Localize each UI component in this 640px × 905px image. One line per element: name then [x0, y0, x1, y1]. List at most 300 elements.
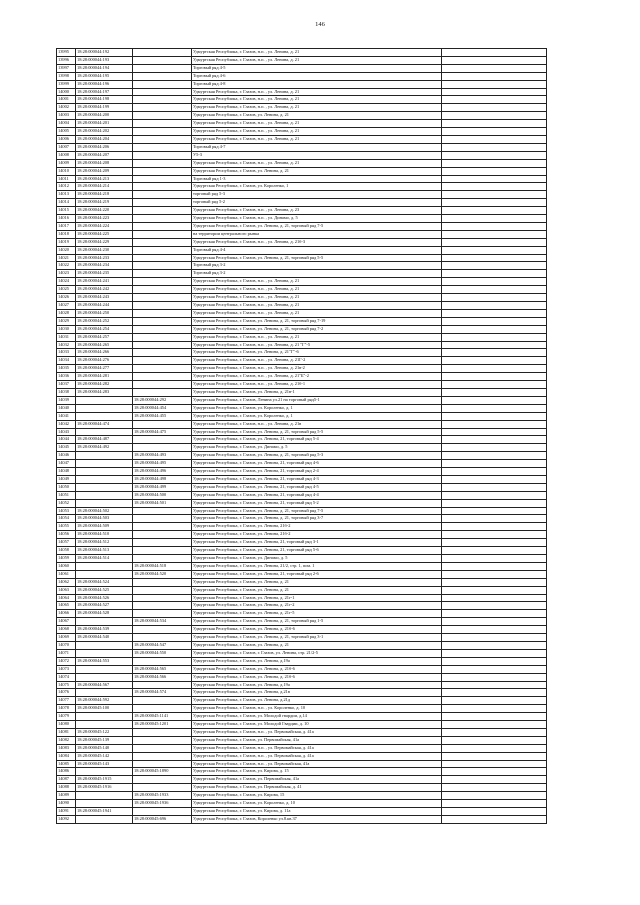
table-row: [57, 230, 547, 238]
address: Удмуртская Республика, г. Глазов, ул. Ленина, д. 21г-1: [192, 594, 442, 602]
row-number: 14069: [57, 634, 76, 642]
row-number: 14072: [57, 657, 76, 665]
extra: [442, 649, 547, 657]
extra: [442, 483, 547, 491]
table-row: [57, 531, 547, 539]
table-row: [57, 49, 547, 57]
address: Торговый ряд 3-2: [192, 262, 442, 270]
table-row: [57, 626, 547, 634]
table-row: [57, 744, 547, 752]
extra: [442, 539, 547, 547]
extra: [442, 357, 547, 365]
row-number: 13999: [57, 80, 76, 88]
cadastral-number-primary: 18:28:000044:242: [76, 286, 133, 294]
row-number: 14079: [57, 713, 76, 721]
extra: [442, 428, 547, 436]
extra: [442, 555, 547, 563]
extra: [442, 325, 547, 333]
table-row: [57, 483, 547, 491]
table-row: [57, 373, 547, 381]
row-number: 14019: [57, 238, 76, 246]
cadastral-number-primary: 18:28:000044:509: [76, 523, 133, 531]
cadastral-number-primary: 18:28:000044:265: [76, 341, 133, 349]
row-number: 14036: [57, 373, 76, 381]
extra: [442, 183, 547, 191]
address: Удмуртская Республика, г. Глазов, н.п. , ул. Ленина, д. 21: [192, 49, 442, 57]
cadastral-number-primary: 18:28:000044:223: [76, 215, 133, 223]
extra: [442, 207, 547, 215]
cadastral-number-primary: [76, 815, 133, 823]
table-row: [57, 341, 547, 349]
cadastral-number-primary: 18:28:000044:567: [76, 681, 133, 689]
cadastral-number-primary: 18:28:000044:196: [76, 80, 133, 88]
table-row: [57, 713, 547, 721]
cadastral-number-secondary: [133, 657, 192, 665]
register-body: [57, 49, 547, 824]
cadastral-number-secondary: 18:28:000044:455: [133, 412, 192, 420]
cadastral-number-primary: 18:28:000044:277: [76, 365, 133, 373]
extra: [442, 230, 547, 238]
row-number: 14032: [57, 341, 76, 349]
extra: [442, 602, 547, 610]
extra: [442, 665, 547, 673]
extra: [442, 578, 547, 586]
row-number: 14053: [57, 507, 76, 515]
cadastral-number-secondary: [133, 120, 192, 128]
extra: [442, 96, 547, 104]
table-row: [57, 721, 547, 729]
cadastral-number-primary: 18:28:000044:492: [76, 444, 133, 452]
extra: [442, 412, 547, 420]
cadastral-number-primary: 18:28:000044:201: [76, 120, 133, 128]
table-row: [57, 388, 547, 396]
cadastral-number-primary: 18:28:000044:250: [76, 309, 133, 317]
cadastral-number-primary: [76, 570, 133, 578]
cadastral-number-primary: [76, 768, 133, 776]
row-number: 14037: [57, 381, 76, 389]
address: Торговый ряд 3-2: [192, 270, 442, 278]
extra: [442, 523, 547, 531]
cadastral-number-primary: 18:28:000044:503: [76, 515, 133, 523]
address: Удмуртская Республика, г. Глазов, ул. Первомайская, 41а: [192, 776, 442, 784]
address: торговый ряд 5-2: [192, 199, 442, 207]
extra: [442, 705, 547, 713]
cadastral-number-primary: 18:28:000045:1916: [76, 784, 133, 792]
cadastral-number-secondary: [133, 705, 192, 713]
cadastral-number-secondary: [133, 135, 192, 143]
cadastral-number-primary: 18:28:000045:142: [76, 752, 133, 760]
cadastral-number-secondary: [133, 808, 192, 816]
table-row: [57, 317, 547, 325]
cadastral-number-primary: 18:28:000044:502: [76, 507, 133, 515]
cadastral-number-secondary: [133, 357, 192, 365]
extra: [442, 618, 547, 626]
cadastral-number-primary: 18:28:000045:1915: [76, 776, 133, 784]
extra: [442, 215, 547, 223]
extra: [442, 697, 547, 705]
row-number: 14023: [57, 270, 76, 278]
cadastral-number-secondary: 18:28:000044:475: [133, 428, 192, 436]
row-number: 14061: [57, 570, 76, 578]
address: Удмуртская Республика, г. Глазов, ул. Ленина, 21/2, стр. 1, пом. 1: [192, 562, 442, 570]
table-row: [57, 270, 547, 278]
cadastral-number-secondary: 18:28:000044:499: [133, 483, 192, 491]
address: Удмуртская Республика, г. Глазов, ул. Ленина, 21б-2: [192, 523, 442, 531]
extra: [442, 641, 547, 649]
cadastral-number-secondary: [133, 302, 192, 310]
cadastral-number-primary: 18:28:000044:204: [76, 135, 133, 143]
table-row: [57, 199, 547, 207]
row-number: 14089: [57, 792, 76, 800]
extra: [442, 333, 547, 341]
table-row: [57, 215, 547, 223]
extra: [442, 420, 547, 428]
table-row: [57, 420, 547, 428]
table-row: [57, 222, 547, 230]
table-row: [57, 752, 547, 760]
extra: [442, 460, 547, 468]
table-row: [57, 736, 547, 744]
cadastral-number-secondary: [133, 420, 192, 428]
cadastral-number-primary: 18:28:000044:513: [76, 547, 133, 555]
extra: [442, 294, 547, 302]
cadastral-number-primary: 18:28:000044:252: [76, 317, 133, 325]
table-row: [57, 499, 547, 507]
cadastral-number-primary: 18:28:000044:525: [76, 586, 133, 594]
address: Удмуртская Республика, г. Глазов, н.п. , ул. Короленко, д. 10: [192, 705, 442, 713]
address: Удмуртская Республика, г. Глазов, ул. Ленина, 21, торговый ряд 5-2: [192, 499, 442, 507]
cadastral-number-secondary: 18:28:000044:454: [133, 404, 192, 412]
row-number: 14065: [57, 602, 76, 610]
extra: [442, 808, 547, 816]
table-row: [57, 641, 547, 649]
table-row: [57, 302, 547, 310]
extra: [442, 713, 547, 721]
cadastral-number-primary: [76, 713, 133, 721]
table-row: [57, 64, 547, 72]
cadastral-number-secondary: 18:28:000044:292: [133, 396, 192, 404]
row-number: 14057: [57, 539, 76, 547]
row-number: 14064: [57, 594, 76, 602]
cadastral-number-secondary: [133, 80, 192, 88]
extra: [442, 610, 547, 618]
cadastral-number-primary: [76, 665, 133, 673]
cadastral-number-secondary: 18:28:000045:1890: [133, 768, 192, 776]
cadastral-number-secondary: [133, 72, 192, 80]
address: Удмуртская Республика, г. Глазов, ул. Ленина, д. 21г-5: [192, 610, 442, 618]
cadastral-number-secondary: [133, 151, 192, 159]
row-number: 14085: [57, 760, 76, 768]
table-row: [57, 238, 547, 246]
address: Удмуртская Республика, г. Глазов, ул. Ленина, 21, торговый ряд 5-4: [192, 436, 442, 444]
row-number: 14056: [57, 531, 76, 539]
address: Удмуртская Республика, г. Глазов, ул. Ленина, д. 21: [192, 578, 442, 586]
address: Удмуртская Республика, г. Глазов, ул. Ленина, д. 21: [192, 641, 442, 649]
address: Удмуртская Республика, г. Глазов, ул. Ленина, 21, торговый ряд 4-4: [192, 491, 442, 499]
cadastral-number-primary: [76, 673, 133, 681]
extra: [442, 689, 547, 697]
cadastral-number-secondary: [133, 365, 192, 373]
cadastral-number-secondary: [133, 143, 192, 151]
address: Удмуртская Республика, г. Глазов, н.п. , ул. Ленина, д. 21: [192, 104, 442, 112]
extra: [442, 104, 547, 112]
row-number: 14092: [57, 815, 76, 823]
row-number: 14004: [57, 120, 76, 128]
table-row: [57, 80, 547, 88]
cadastral-number-secondary: [133, 341, 192, 349]
cadastral-number-primary: 18:28:000044:234: [76, 262, 133, 270]
cadastral-number-primary: 18:28:000044:233: [76, 254, 133, 262]
row-number: 14002: [57, 104, 76, 112]
table-row: [57, 167, 547, 175]
cadastral-number-secondary: [133, 626, 192, 634]
cadastral-number-primary: 18:28:000044:195: [76, 72, 133, 80]
table-row: [57, 665, 547, 673]
table-row: [57, 523, 547, 531]
extra: [442, 673, 547, 681]
cadastral-number-secondary: [133, 175, 192, 183]
extra: [442, 254, 547, 262]
extra: [442, 792, 547, 800]
table-row: [57, 468, 547, 476]
extra: [442, 744, 547, 752]
row-number: 14051: [57, 491, 76, 499]
cadastral-number-secondary: [133, 128, 192, 136]
cadastral-number-primary: [76, 468, 133, 476]
cadastral-number-primary: 18:28:000044:539: [76, 626, 133, 634]
cadastral-number-primary: 18:28:000044:220: [76, 207, 133, 215]
extra: [442, 499, 547, 507]
extra: [442, 49, 547, 57]
cadastral-number-secondary: 18:28:000045:1141: [133, 713, 192, 721]
row-number: 14027: [57, 302, 76, 310]
address: Удмуртская Республика, г. Глазов, ул. Первомайская, 41а: [192, 736, 442, 744]
cadastral-number-primary: 18:28:000044:198: [76, 96, 133, 104]
cadastral-number-primary: 18:28:000045:143: [76, 760, 133, 768]
address: Удмуртская Республика, г. Глазов, ул. Ленина, д. 21: [192, 112, 442, 120]
row-number: 14060: [57, 562, 76, 570]
table-row: [57, 428, 547, 436]
row-number: 14024: [57, 278, 76, 286]
register-table: [56, 48, 547, 824]
cadastral-number-secondary: 18:28:000045:696: [133, 815, 192, 823]
row-number: 14068: [57, 626, 76, 634]
address: Удмуртская Республика, г. Глазов, ул. Ленина, д. 21, торговый ряд 5-5: [192, 254, 442, 262]
address: Удмуртская Республика, г. Глазов, н.п. , ул. Первомайская, д. 41а: [192, 752, 442, 760]
address: Удмуртская Республика, г. Глазов, ул. Короленко, д. 10: [192, 800, 442, 808]
extra: [442, 309, 547, 317]
row-number: 14022: [57, 262, 76, 270]
table-row: [57, 657, 547, 665]
row-number: 14029: [57, 317, 76, 325]
row-number: 14043: [57, 428, 76, 436]
extra: [442, 222, 547, 230]
cadastral-number-secondary: [133, 681, 192, 689]
cadastral-number-primary: 18:28:000044:540: [76, 634, 133, 642]
extra: [442, 752, 547, 760]
address: Удмуртская Республика, г. Глазов, ул. Ленина, д. 21в-1: [192, 388, 442, 396]
table-row: [57, 634, 547, 642]
cadastral-number-primary: 18:28:000044:527: [76, 602, 133, 610]
cadastral-number-primary: 18:28:000044:218: [76, 191, 133, 199]
address: Удмуртская Республика, г. Глазов, ул. Первомайская, д. 41: [192, 784, 442, 792]
cadastral-number-secondary: [133, 112, 192, 120]
cadastral-number-primary: 18:28:000045:122: [76, 728, 133, 736]
row-number: 14020: [57, 246, 76, 254]
cadastral-number-secondary: [133, 728, 192, 736]
address: Удмуртская Республика, г. Глазов, ул. Короленко, 1: [192, 183, 442, 191]
address: Удмуртская Республика, г. Глазов, н.п. , ул. Ленина, д. 21: [192, 333, 442, 341]
address: Удмуртская Республика, г. Глазов, н.п. , ул. Ленина, д. 21: [192, 286, 442, 294]
cadastral-number-primary: 18:28:000044:200: [76, 112, 133, 120]
table-row: [57, 159, 547, 167]
address: Удмуртская Республика, г. Глазов, ул. Ленина, д. 21, торговый ряд 5-3: [192, 452, 442, 460]
extra: [442, 626, 547, 634]
row-number: 14006: [57, 135, 76, 143]
address: Удмуртская Республика, г. Глазов, н.п. , ул. Динамо, д. 5: [192, 215, 442, 223]
row-number: 14045: [57, 444, 76, 452]
row-number: 14071: [57, 649, 76, 657]
cadastral-number-secondary: [133, 88, 192, 96]
cadastral-number-primary: [76, 460, 133, 468]
row-number: 14074: [57, 673, 76, 681]
table-row: [57, 151, 547, 159]
row-number: 14003: [57, 112, 76, 120]
table-row: [57, 349, 547, 357]
row-number: 14067: [57, 618, 76, 626]
row-number: 14025: [57, 286, 76, 294]
cadastral-number-primary: 18:28:000044:197: [76, 88, 133, 96]
cadastral-number-secondary: [133, 183, 192, 191]
cadastral-number-primary: 18:28:000044:510: [76, 531, 133, 539]
row-number: 14078: [57, 705, 76, 713]
cadastral-number-secondary: [133, 230, 192, 238]
cadastral-number-primary: 18:28:000044:524: [76, 578, 133, 586]
address: Торговый ряд 4-7: [192, 143, 442, 151]
address: Удмуртская Республика, г. Глазов, ул. Молодой гвардии, д.14: [192, 713, 442, 721]
cadastral-number-secondary: 18:28:000044:501: [133, 499, 192, 507]
cadastral-number-secondary: [133, 349, 192, 357]
table-row: [57, 207, 547, 215]
row-number: 14075: [57, 681, 76, 689]
table-row: [57, 460, 547, 468]
extra: [442, 381, 547, 389]
cadastral-number-primary: 18:28:000044:199: [76, 104, 133, 112]
table-row: [57, 539, 547, 547]
extra: [442, 80, 547, 88]
address: Удмуртская Республика, г. Глазов, ул. Ленина, д.19а: [192, 681, 442, 689]
cadastral-number-secondary: [133, 531, 192, 539]
cadastral-number-secondary: 18:28:000045:1201: [133, 721, 192, 729]
table-row: [57, 72, 547, 80]
extra: [442, 246, 547, 254]
row-number: 14054: [57, 515, 76, 523]
extra: [442, 815, 547, 823]
cadastral-number-secondary: [133, 238, 192, 246]
extra: [442, 238, 547, 246]
table-row: [57, 475, 547, 483]
table-row: [57, 294, 547, 302]
row-number: 14016: [57, 215, 76, 223]
cadastral-number-secondary: [133, 64, 192, 72]
address: Удмуртская Республика, г. Глазов, н.п. , ул. Ленина, д. 21в-2: [192, 365, 442, 373]
address: Удмуртская Республика, г. Глазов, н.п. , ул. Ленина, д. 21: [192, 294, 442, 302]
extra: [442, 444, 547, 452]
row-number: 14050: [57, 483, 76, 491]
row-number: 14077: [57, 697, 76, 705]
row-number: 14073: [57, 665, 76, 673]
extra: [442, 562, 547, 570]
row-number: 14026: [57, 294, 76, 302]
extra: [442, 167, 547, 175]
extra: [442, 570, 547, 578]
extra: [442, 404, 547, 412]
table-row: [57, 618, 547, 626]
cadastral-number-primary: 18:28:000044:193: [76, 56, 133, 64]
address: Удмуртская Республика, г. Глазов, ул. Кирова, 15: [192, 792, 442, 800]
cadastral-number-secondary: [133, 270, 192, 278]
address: торговый ряд 5-3: [192, 191, 442, 199]
row-number: 14005: [57, 128, 76, 136]
table-row: [57, 673, 547, 681]
row-number: 14012: [57, 183, 76, 191]
extra: [442, 594, 547, 602]
extra: [442, 72, 547, 80]
cadastral-number-secondary: [133, 286, 192, 294]
row-number: 14035: [57, 365, 76, 373]
table-row: [57, 412, 547, 420]
table-row: [57, 286, 547, 294]
address: Удмуртская Республика, г. Глазов, г. Глазов, ул. Ленина, стр. 21/2-5: [192, 649, 442, 657]
cadastral-number-secondary: 18:28:000044:500: [133, 491, 192, 499]
cadastral-number-primary: 18:28:000044:209: [76, 167, 133, 175]
cadastral-number-secondary: 18:28:000044:547: [133, 641, 192, 649]
extra: [442, 262, 547, 270]
address: Удмуртская Республика, г. Глазов, ул. Ленина, д.19а: [192, 657, 442, 665]
table-row: [57, 396, 547, 404]
table-row: [57, 56, 547, 64]
address: Удмуртская Республика, г. Глазов, н.п. , ул. Ленина, д. 21: [192, 135, 442, 143]
cadastral-number-secondary: [133, 159, 192, 167]
row-number: 13996: [57, 56, 76, 64]
extra: [442, 278, 547, 286]
cadastral-number-secondary: [133, 610, 192, 618]
table-row: [57, 404, 547, 412]
cadastral-number-primary: [76, 396, 133, 404]
cadastral-number-primary: 18:28:000044:207: [76, 151, 133, 159]
table-row: [57, 254, 547, 262]
extra: [442, 128, 547, 136]
cadastral-number-secondary: [133, 278, 192, 286]
address: Удмуртская Республика, г. Глазов, ул. Динамо, д. 5: [192, 444, 442, 452]
table-row: [57, 649, 547, 657]
cadastral-number-primary: [76, 689, 133, 697]
cadastral-number-secondary: [133, 96, 192, 104]
cadastral-number-primary: 18:28:000044:244: [76, 302, 133, 310]
address: Удмуртская Республика, г. Глазов, ул. Ленина, д. 21: [192, 586, 442, 594]
address: Удмуртская Республика, г. Глазов, н.п. , ул. Ленина, д. 21: [192, 88, 442, 96]
address: Удмуртская Республика, г. Глазов, н.п. , ул. Ленина, д. 21в: [192, 420, 442, 428]
address: Удмуртская Республика, г. Глазов, н.п. , ул. Ленина, д. 21: [192, 302, 442, 310]
cadastral-number-secondary: [133, 586, 192, 594]
extra: [442, 317, 547, 325]
cadastral-number-primary: 18:28:000044:266: [76, 349, 133, 357]
cadastral-number-primary: [76, 721, 133, 729]
table-row: [57, 112, 547, 120]
cadastral-number-primary: [76, 483, 133, 491]
address: Удмуртская Республика, г. Глазов, ул. Ленина, д. 21"Г"-6: [192, 349, 442, 357]
address: Удмуртская Республика, г. Глазов, н.п. , ул. Ленина, д. 21: [192, 309, 442, 317]
